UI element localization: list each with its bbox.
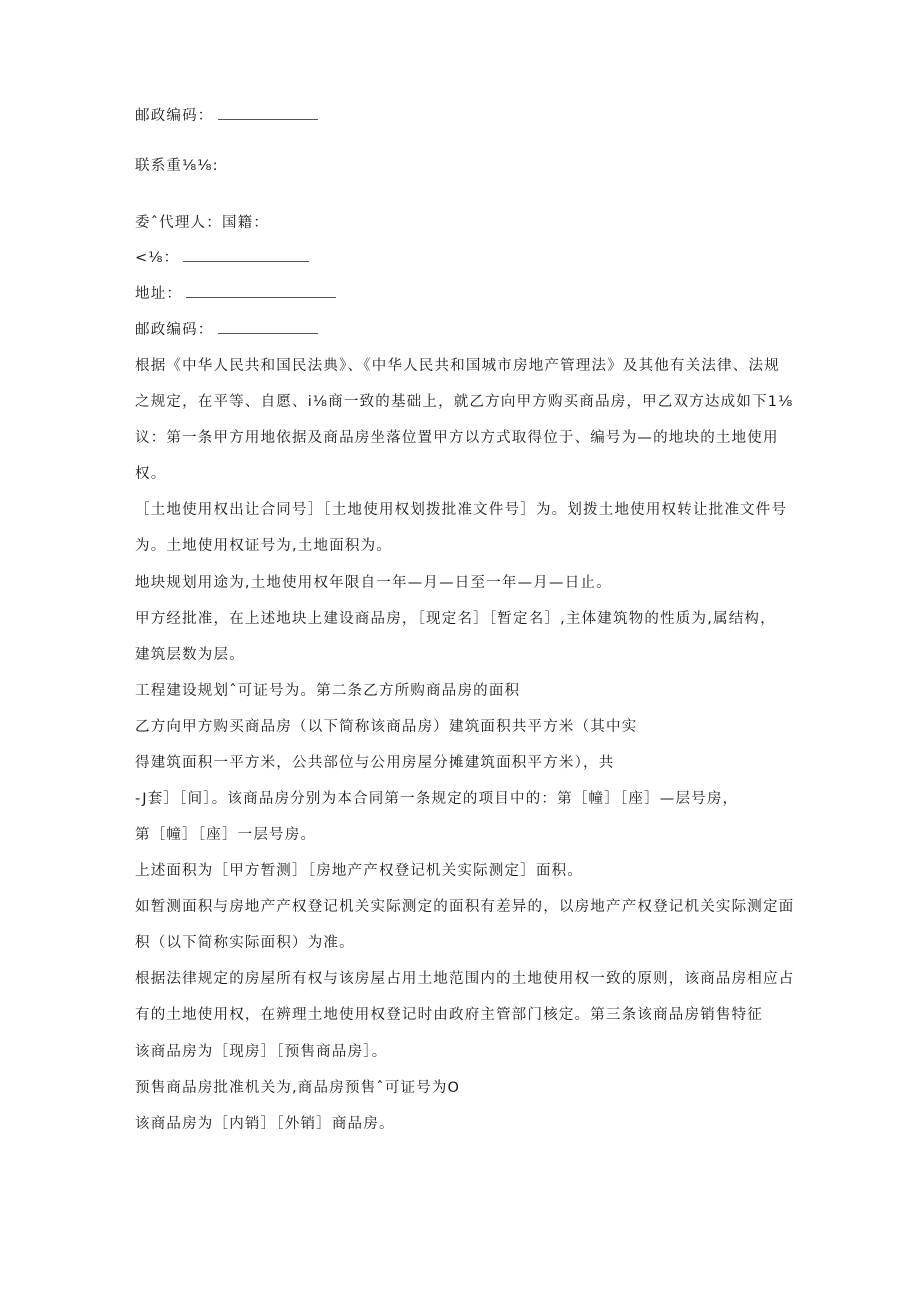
phone-line [135, 248, 309, 268]
contact-phone-label: 联系重⅛⅛: [135, 158, 219, 174]
body-line: ［土地使用权出让合同号］［土地使用权划拨批准文件号］为。划拨土地使用权转让批准文件号 [135, 502, 788, 518]
address-label: 地址： [135, 286, 183, 302]
body-line: 该商品房为［内销］［外销］商品房。 [135, 1116, 395, 1132]
body-line: 该商品房为［现房］［预售商品房］。 [135, 1044, 388, 1060]
postal-code-label-2: 邮政编码： [135, 322, 214, 338]
body-line: 地块规划用途为,土地使用权年限自一年—月—日至一年—月—日止。 [135, 575, 612, 591]
body-line: 甲方经批准，在上述地块上建设商品房，［现定名］［暂定名］,主体建筑物的性质为,属结构， [135, 611, 776, 627]
postal-code-blank-2 [218, 321, 318, 334]
body-line: 上述面积为［甲方暂测］［房地产产权登记机关实际测定］面积。 [135, 863, 584, 879]
body-line: 为。土地使用权证号为,土地面积为。 [135, 538, 393, 554]
body-line: -J套］［间］。该商品房分别为本合同第一条规定的项目中的：第［幢］［座］—层号房， [135, 791, 739, 807]
phone-label: <⅛： [135, 250, 180, 266]
body-line: 如暂测面积与房地产产权登记机关实际测定的面积有差异的，以房地产产权登记机关实际测定面 [135, 899, 795, 915]
contact-phone-line [135, 156, 219, 176]
agent-nationality-line [135, 213, 269, 233]
postal-code-line-1 [135, 106, 318, 126]
postal-code-blank-1 [218, 107, 318, 120]
address-line [135, 284, 336, 304]
body-line: 根据《中华人民共和国民法典》、《中华人民共和国城市房地产管理法》及其他有关法律、法规 [135, 358, 780, 374]
body-line: 第［幢］［座］一层号房。 [135, 827, 317, 843]
body-line: 有的土地使用权，在辨理土地使用权登记时由政府主管部门核定。第三条该商品房销售特征 [135, 1007, 763, 1023]
body-line: 议：第一条甲方用地依据及商品房坐落位置甲方以方式取得位于、编号为—的地块的土地使用 [135, 430, 779, 446]
body-line: 之规定，在平等、自愿、i⅛商一致的基础上，就乙方向甲方购买商品房，甲乙双方达成如下1⅛ [135, 394, 794, 410]
address-blank [186, 285, 336, 298]
body-line: 根据法律规定的房屋所有权与该房屋占用土地范围内的土地使用权一致的原则，该商品房相应占 [135, 971, 795, 987]
body-line: 乙方向甲方购买商品房（以下简称该商品房）建筑面积共平方米（其中实 [135, 719, 638, 735]
postal-code-label-1: 邮政编码： [135, 108, 214, 124]
agent-nationality-label: 委ˆ代理人：国籍： [135, 215, 270, 231]
body-line: 预售商品房批准机关为,商品房预售ˆ可证号为O [135, 1080, 461, 1096]
body-line: 得建筑面积一平方米，公共部位与公用房屋分摊建筑面积平方米），共 [135, 755, 615, 771]
body-line: 建筑层数为层。 [135, 647, 245, 663]
postal-code-line-2 [135, 320, 318, 340]
phone-blank [183, 249, 309, 262]
body-line: 工程建设规划ˆ可证号为。第二条乙方所购商品房的面积 [135, 683, 521, 699]
body-line: 权。 [135, 466, 167, 482]
body-line: 积（以下简称实际面积）为准。 [135, 935, 355, 951]
